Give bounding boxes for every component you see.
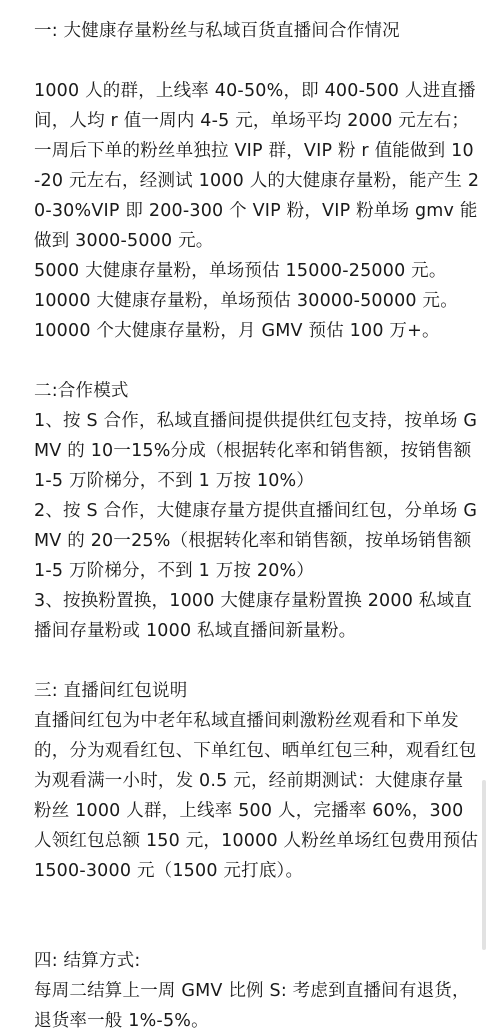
spacer bbox=[34, 886, 480, 946]
scrollbar[interactable] bbox=[482, 780, 486, 950]
spacer bbox=[34, 46, 480, 76]
section-3-paragraph: 直播间红包为中老年私域直播间刺激粉丝观看和下单发的，分为观看红包、下单红包、晒单红包三种，观看红包为观看满一小时，发 0.5 元，经前期测试：大健康存量粉丝 1000 人群，上线率 500 人，完播率 60%，300 人领红包总额 150 元，10000 人粉丝单场红包费用预估 1500-3000 元（1500 元打底）。 bbox=[34, 711, 479, 881]
section-2-title: 二:合作模式 bbox=[34, 381, 129, 401]
section-4-paragraph: 每周二结算上一周 GMV 比例 S: 考虑到直播间有退货，退货率一般 1%-5%。 bbox=[34, 981, 470, 1031]
section-1-line-10000-single: 10000 大健康存量粉，单场预估 30000-50000 元。 bbox=[34, 291, 458, 311]
section-4-title: 四: 结算方式: bbox=[34, 951, 141, 971]
section-1-line-10000-monthly: 10000 个大健康存量粉，月 GMV 预估 100 万+。 bbox=[34, 321, 440, 341]
section-1-title: 一: 大健康存量粉丝与私域百货直播间合作情况 bbox=[34, 21, 400, 41]
section-3-title: 三: 直播间红包说明 bbox=[34, 681, 188, 701]
document-body bbox=[34, 16, 480, 1036]
section-2-item-1: 1、按 S 合作，私域直播间提供提供红包支持，按单场 GMV 的 10一15%分成（根据转化率和销售额，按销售额 1-5 万阶梯分，不到 1 万按 10%） bbox=[34, 411, 478, 491]
section-1-line-5000: 5000 大健康存量粉，单场预估 15000-25000 元。 bbox=[34, 261, 447, 281]
spacer bbox=[34, 346, 480, 376]
section-2-item-2: 2、按 S 合作，大健康存量方提供直播间红包，分单场 GMV 的 20一25%（根据转化率和销售额，按单场销售额 1-5 万阶梯分，不到 1 万按 20%） bbox=[34, 501, 478, 581]
spacer bbox=[34, 646, 480, 676]
section-1-paragraph: 1000 人的群，上线率 40-50%，即 400-500 人进直播间，人均 r 值一周内 4-5 元，单场平均 2000 元左右；一周后下单的粉丝单独拉 VIP 群，VIP 粉 r 值能做到 10-20 元左右，经测试 1000 人的大健康存量粉，能产生 20-30%VIP 即 200-300 个 VIP 粉，VIP 粉单场 gmv 能做到 3000-5000 元。 bbox=[34, 81, 480, 251]
section-2-item-3: 3、按换粉置换，1000 大健康存量粉置换 2000 私域直播间存量粉或 1000 私域直播间新量粉。 bbox=[34, 591, 472, 641]
